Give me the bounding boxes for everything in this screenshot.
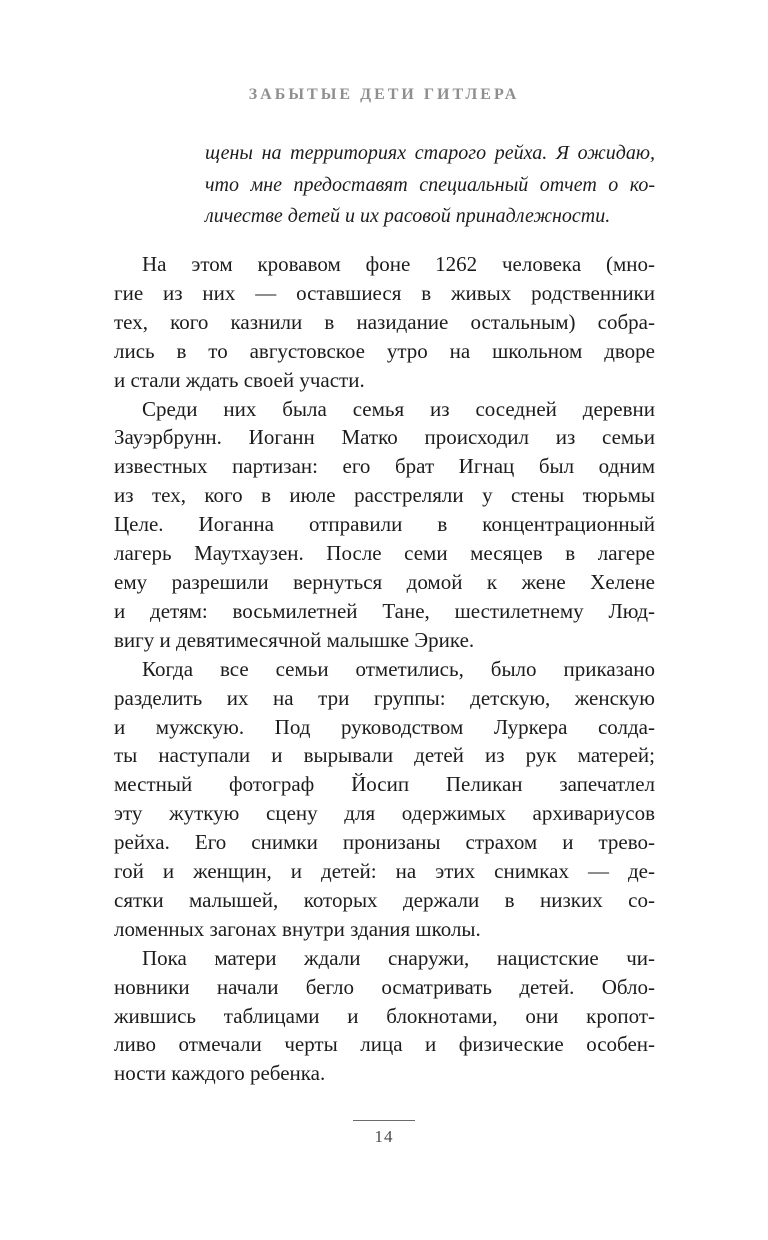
text-line: разделить их на три группы: детскую, женскую: [114, 685, 655, 710]
text-line: сятки малышей, которых держали в низких со-: [114, 887, 655, 912]
text-line: и стали ждать своей участи.: [114, 367, 365, 392]
text-line: На этом кровавом фоне 1262 человека (мно-: [142, 252, 655, 276]
text-line: ливо отмечали черты лица и физические особен-: [114, 1032, 655, 1057]
text-line: Когда все семьи отметились, было приказано: [142, 656, 655, 681]
text-line: и мужскую. Под руководством Луркера солда-: [114, 714, 655, 739]
text-line: новники начали бегло осматривать детей. Обло-: [114, 974, 655, 999]
text-line: из тех, кого в июле расстреляли у стены тюрьмы: [114, 483, 655, 508]
page-footer: [0, 1120, 768, 1147]
paragraph: [114, 250, 655, 395]
paragraph: [114, 944, 655, 1089]
text-line: Целе. Иоганна отправили в концентрационный: [114, 512, 655, 537]
body-text: [114, 250, 655, 1088]
text-line: гие из них — оставшиеся в живых родственники: [114, 280, 655, 305]
text-line: щены на территориях старого рейха. Я ожидаю,: [205, 142, 655, 164]
text-line: ломенных загонах внутри здания школы.: [114, 916, 481, 941]
block-quote: [205, 138, 655, 233]
text-line: известных партизан: его брат Игнац был одним: [114, 454, 655, 479]
text-line: эту жуткую сцену для одержимых архивариусов: [114, 801, 655, 826]
text-line: ему разрешили вернуться домой к жене Хелене: [114, 569, 655, 594]
text-line: что мне предоставят специальный отчет о ко-: [205, 173, 655, 196]
text-line: Среди них была семья из соседней деревни: [142, 396, 655, 421]
footer-rule: [353, 1120, 415, 1121]
text-line: ты наступали и вырывали детей из рук матерей;: [114, 743, 655, 768]
page-number: 14: [374, 1127, 394, 1146]
text-line: лагерь Маутхаузен. После семи месяцев в лагере: [114, 541, 655, 566]
text-line: ности каждого ребенка.: [114, 1061, 326, 1086]
text-line: Пока матери ждали снаружи, нацистские чи-: [142, 945, 655, 970]
text-line: и детям: восьмилетней Тане, шестилетнему Люд-: [114, 598, 655, 623]
paragraph: [114, 655, 655, 944]
text-line: жившись таблицами и блокнотами, они кропот-: [114, 1003, 655, 1028]
text-line: вигу и девятимесячной малышке Эрике.: [114, 627, 475, 652]
text-line: рейха. Его снимки пронизаны страхом и трево-: [114, 830, 655, 855]
text-line: гой и женщин, и детей: на этих снимках — де-: [114, 859, 655, 884]
text-line: тех, кого казнили в назидание остальным) собра-: [114, 309, 655, 334]
text-line: лись в то августовское утро на школьном дворе: [114, 338, 655, 363]
running-head: ЗАБЫТЫЕ ДЕТИ ГИТЛЕРА: [248, 86, 520, 103]
paragraph: [114, 395, 655, 655]
text-line: местный фотограф Йосип Пеликан запечатлел: [114, 772, 655, 797]
text-line: личестве детей и их расовой принадлежности.: [205, 205, 611, 227]
text-line: Зауэрбрунн. Иоганн Матко происходил из семьи: [114, 425, 655, 450]
